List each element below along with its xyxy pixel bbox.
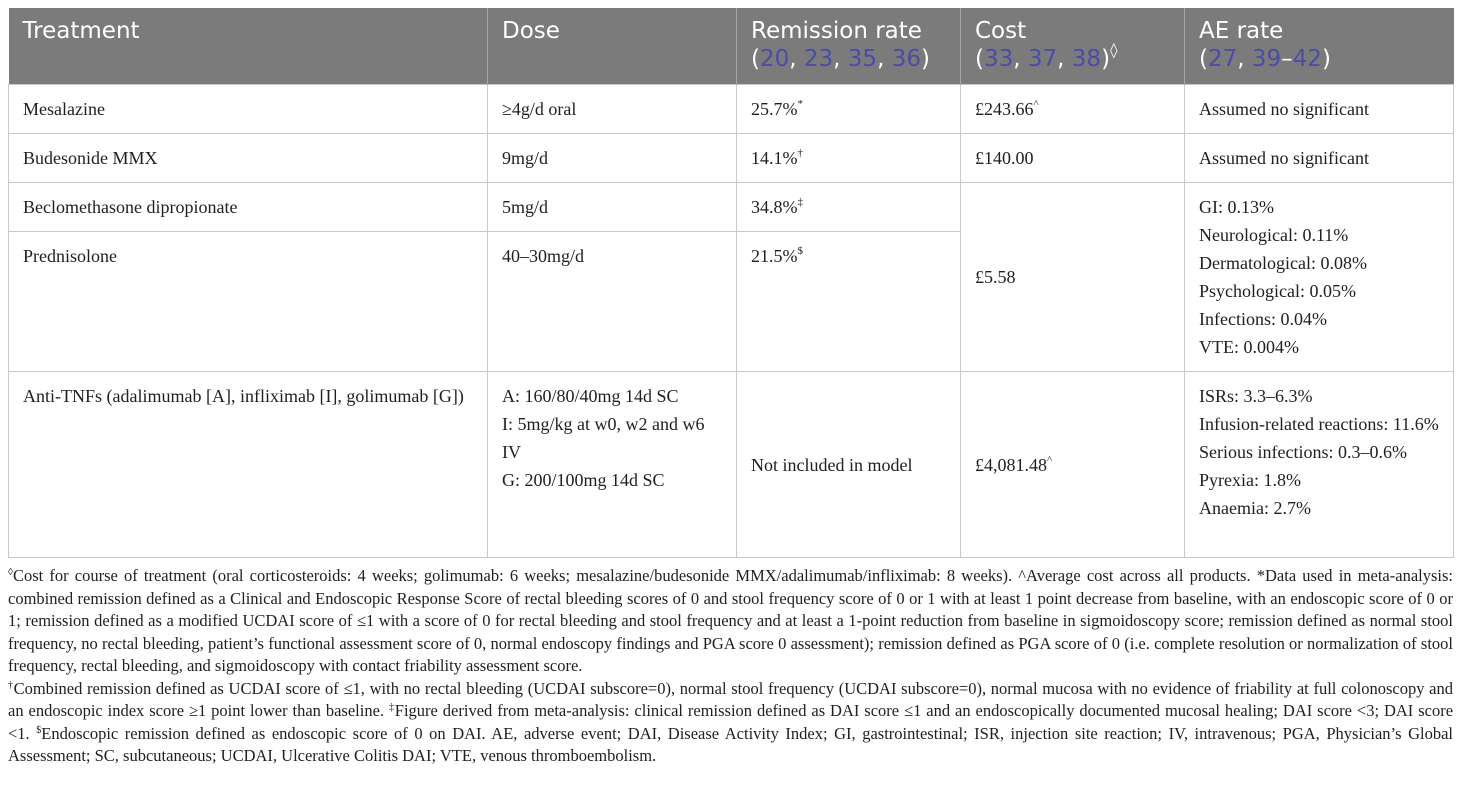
footnote-mark: ◊ (8, 567, 13, 578)
cell-remission: 34.8%‡ (737, 183, 961, 232)
footnote-mark: † (8, 679, 14, 691)
cell-dose: 9mg/d (488, 134, 737, 183)
footnote: †Combined remission defined as UCDAI score of ≤1, with no rectal bleeding (UCDAI subscore=0), normal stool frequency (UCDAI subscore=0), normal mucosa with no evidence of friability at full colonoscopy and an endoscopic index score ≥1 point lower than baseline. ‡Figure derived from meta-analysis: clinical remission defined as DAI score ≤1 and an endoscopically documented mucosal healing; DAI score <3; DAI score <1. $Endoscopic remission defined as endoscopic score of 0 on DAI. AE, adverse event; DAI, Disease Activity Index; GI, gastrointestinal; ISR, injection site reaction; IV, intravenous; PGA, Physician’s Global Assessment; SC, subcutaneous; UCDAI, Ulcerative Colitis DAI; VTE, venous thromboembolism. (8, 678, 1454, 765)
header-ae-rate: AE rate (27, 39–42) (1185, 8, 1454, 85)
treatment-table (8, 8, 1454, 558)
table-wrapper (8, 8, 1453, 558)
ae-line: VTE: 0.004% (1199, 337, 1299, 357)
cell-dose: ≥4g/d oral (488, 85, 737, 134)
cell-dose: 5mg/d (488, 183, 737, 232)
footnote-mark: ◊ (1110, 41, 1118, 59)
cell-treatment: Beclomethasone dipropionate (9, 183, 488, 232)
cell-dose: 40–30mg/d (488, 232, 737, 372)
cell-remission: 25.7%* (737, 85, 961, 134)
ref-link[interactable]: 33 (983, 46, 1014, 72)
footnote-mark: ‡ (388, 702, 395, 713)
ref-link[interactable]: 35 (847, 46, 878, 72)
ref-link[interactable]: 20 (759, 46, 790, 72)
header-row (9, 8, 1454, 85)
cell-ae (1185, 372, 1454, 558)
cell-treatment: Anti-TNFs (adalimumab [A], infliximab [I], golimumab [G]) (9, 372, 488, 558)
footnote-mark: ‡ (797, 196, 803, 208)
ae-line: Psychological: 0.05% (1199, 281, 1356, 301)
ref-link[interactable]: 36 (891, 46, 921, 72)
table-row (9, 85, 1454, 134)
ae-line: GI: 0.13% (1199, 197, 1274, 217)
table-row (9, 183, 1454, 232)
cell-treatment: Budesonide MMX (9, 134, 488, 183)
ae-line: Neurological: 0.11% (1199, 225, 1349, 245)
ae-line: Serious infections: 0.3–0.6% (1199, 442, 1407, 462)
cell-dose (488, 372, 737, 558)
header-dose: Dose (488, 8, 737, 85)
footnote-mark: * (797, 98, 803, 110)
cell-remission: 14.1%† (737, 134, 961, 183)
ref-link[interactable]: 38 (1071, 46, 1102, 72)
footnote-mark: ^ (1047, 453, 1053, 466)
dose-line: G: 200/100mg 14d SC (502, 470, 665, 490)
header-cost: Cost (33, 37, 38)◊ (961, 8, 1185, 85)
ae-line: Pyrexia: 1.8% (1199, 470, 1301, 490)
footnote: ◊Cost for course of treatment (oral corticosteroids: 4 weeks; golimumab: 6 weeks; mesalazine/budesonide MMX/adalimumab/infliximab: 8 weeks). ^Average cost across all products. *Data used in meta-analysis: combined remission defined as a Clinical and Endoscopic Response Score of rectal bleeding scores of 0 and stool frequency score of 0 or 1 with at least 1 point decrease from baseline, with an endoscopic score of 0 or 1; remission defined as a modified UCDAI score of ≤1 with a score of 0 for rectal bleeding and stool frequency and at least a 1-point reduction from baseline in sigmoidoscopy score; remission defined as normal stool frequency, no rectal bleeding, patient’s functional assessment score of 0, normal endoscopy findings and PGA score 0 assessment); remission defined as PGA score of 0 (i.e. complete resolution or normalization of stool frequency, rectal bleeding, and sigmoidoscopy with contact friability assessment score. (8, 566, 1453, 675)
table-row (9, 372, 1454, 558)
ref-link[interactable]: 27 (1207, 46, 1238, 72)
ref-link[interactable]: 37 (1027, 46, 1058, 72)
cell-ae: Assumed no significant (1185, 85, 1454, 134)
cell-cost: £243.66^ (961, 85, 1185, 134)
ref-link[interactable]: 39 (1251, 46, 1282, 72)
footnote-mark: $ (797, 245, 803, 258)
ae-line: Infusion-related reactions: 11.6% (1199, 414, 1439, 434)
ref-link[interactable]: 42 (1292, 46, 1322, 72)
footnote-mark: $ (36, 724, 42, 736)
table-row (9, 134, 1454, 183)
dose-line: A: 160/80/40mg 14d SC (502, 386, 679, 406)
cell-ae (1185, 183, 1454, 372)
table-footnotes (8, 565, 1453, 768)
cell-treatment: Prednisolone (9, 232, 488, 372)
cell-cost: £140.00 (961, 134, 1185, 183)
header-treatment: Treatment (9, 8, 488, 85)
ae-line: Anaemia: 2.7% (1199, 498, 1311, 518)
ref-link[interactable]: 23 (803, 46, 834, 72)
ae-line: Dermatological: 0.08% (1199, 253, 1367, 273)
cell-treatment: Mesalazine (9, 85, 488, 134)
header-remission: Remission rate (20, 23, 35, 36) (737, 8, 961, 85)
cell-ae: Assumed no significant (1185, 134, 1454, 183)
ae-line: Infections: 0.04% (1199, 309, 1327, 329)
footnote-mark: ^ (1033, 98, 1039, 110)
ae-line: ISRs: 3.3–6.3% (1199, 386, 1313, 406)
dose-line: I: 5mg/kg at w0, w2 and w6 IV (502, 414, 705, 462)
cell-remission: Not included in model (737, 372, 961, 558)
cell-cost: £4,081.48^ (961, 372, 1185, 558)
cell-cost: £5.58 (961, 183, 1185, 372)
footnote-mark: † (797, 147, 803, 159)
cell-remission: 21.5%$ (737, 232, 961, 372)
